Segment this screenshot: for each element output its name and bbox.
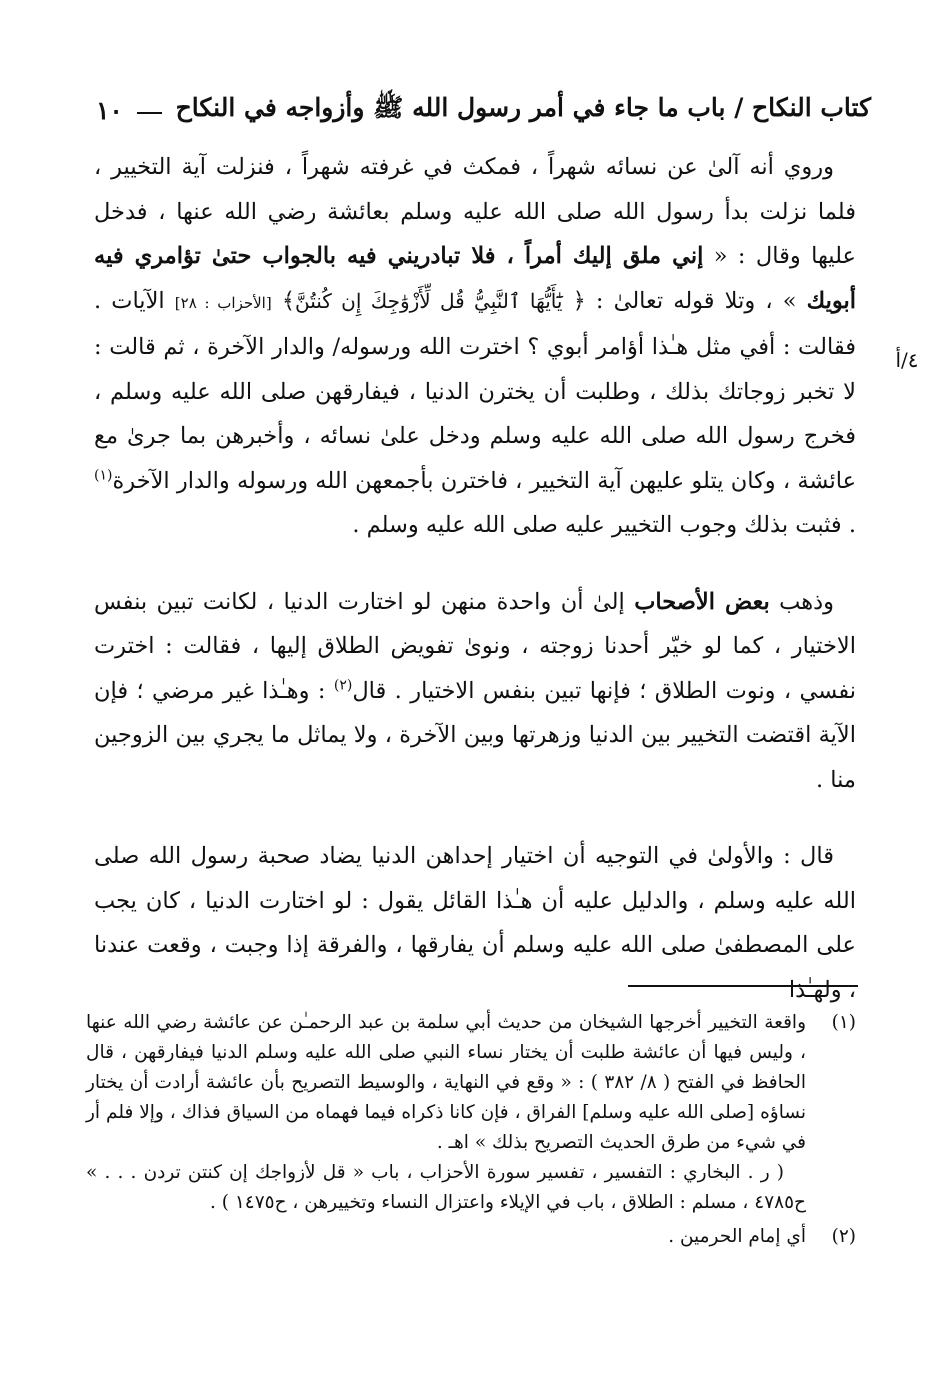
hadith-quote: إني ملق إليك أمراً ، فلا تبادريني فيه بالجواب حتىٰ تؤامري فيه أبويك [94, 243, 856, 314]
header-rule [137, 112, 162, 114]
footnote-number: (٢) [831, 1226, 856, 1247]
bold-phrase: بعض الأصحاب [634, 588, 770, 615]
footnote-separator [628, 985, 858, 987]
paragraph-2 [94, 580, 856, 803]
paragraph-1 [94, 145, 856, 548]
verse-citation: [الأحزاب : ٢٨] [174, 293, 272, 312]
footnote-2 [86, 1222, 856, 1252]
footnote-body [86, 1008, 806, 1218]
paragraph-1-text-a: وروي أنه آلىٰ عن نسائه شهراً ، فمكث في غرفته شهراً ، فنزلت آية التخيير ، فلما نزلت بدأ رسول الله صلى الله عليه وسلم بعائشة رضي الله عنها ، فدخل عليها وقال : « [94, 154, 856, 269]
paragraph-2-text-b: إلىٰ أن واحدة منهن لو اختارت الدنيا ، لكانت تبين بنفس الاختيار ، كما لو خيّر أحدنا زوجته ، ونوىٰ تفويض الطلاق إليها ، فقالت : اخترت نفسي ، ونوت الطلاق ؛ فإنها تبين بنفس الاختيار . قال [94, 588, 857, 704]
footnote-text: أي إمام الحرمين . [668, 1226, 806, 1247]
footnotes [86, 1008, 856, 1252]
paragraph-3-text: قال : والأولىٰ في التوجيه أن اختيار إحداهن الدنيا يضاد صحبة رسول الله صلى الله عليه وسلم ، والدليل عليه أن هـٰذا القائل يقول : لو اختارت الدنيا ، كان يجب على المصطفىٰ صلى الله عليه وسلم أن يفارقها ، والفرقة إذا وجبت ، وقعت عندنا ، ولهـٰذا [94, 843, 856, 1003]
quran-verse: يَٰٓأَيُّهَا ٱلنَّبِيُّ قُل لِّأَزْوَٰجِكَ إِن كُنتُنَّ [295, 288, 563, 313]
quran-bracket-close: ﴾ [281, 287, 296, 314]
footnote-ref-1: (١) [94, 467, 113, 483]
page-number: ١٠ [96, 95, 123, 125]
footnote-reference: ( ر . البخاري : التفسير ، تفسير سورة الأحزاب ، باب « قل لأزواجك إن كنتن تردن . . . » ح٤٧٨٥ ، مسلم : الطلاق ، باب في الإيلاء واعتزال النساء وتخييرهن ، ح١٤٧٥ ) . [86, 1162, 806, 1213]
main-text [94, 145, 856, 1012]
running-header [96, 86, 871, 134]
manuscript-folio-marker: ٤/أ [895, 348, 919, 372]
header-title: كتاب النكاح / باب ما جاء في أمر رسول الله ﷺ وأزواجه في النكاح [175, 92, 871, 122]
paragraph-1-text-d: . فثبت بذلك وجوب التخيير عليه صلى الله عليه وسلم . [352, 512, 856, 538]
paragraph-2-text-a: وذهب [779, 588, 834, 615]
paragraph-1-text-c: الآيات . فقالت : أفي مثل هـٰذا أؤامر أبوي ؟ اخترت الله ورسوله/ والدار الآخرة ، ثم قالت : لا تخبر زوجاتك بذلك ، وطلبت أن يخترن الدنيا ، فيفارقهن صلى الله عليه وسلم ، فخرج رسول الله صلى الله عليه وسلم ودخل علىٰ نسائه ، وأخبرهن بما جرىٰ مع عائشة ، وكان يتلو عليهن آية التخيير ، فاخترن بأجمعهن الله ورسوله والدار الآخرة [94, 287, 856, 494]
paragraph-2-text-c: : وهـٰذا غير مرضي ؛ فإن الآية اقتضت التخيير بين الدنيا وزهرتها وبين الآخرة ، ولا يماثل ما يجري بين الزوجين منا . [94, 677, 856, 793]
footnote-ref-2: (٢) [333, 677, 353, 693]
paragraph-1-text-b: » ، وتلا قوله تعالىٰ : ﴿ [572, 287, 797, 314]
footnote-body [86, 1222, 806, 1252]
footnote-number: (١) [831, 1012, 856, 1033]
footnote-text: واقعة التخيير أخرجها الشيخان من حديث أبي سلمة بن عبد الرحمـٰن عن عائشة رضي الله عنها ، وليس فيها أن عائشة طلبت أن يختار نساء النبي صلى الله عليه وسلم الدنيا فيفارقهن ، قال الحافظ في الفتح ( ٨/ ٣٨٢ ) : « وقع في النهاية ، والوسيط التصريح بأن عائشة أرادت أن يختار نساؤه [صلى الله عليه وسلم] الفراق ، فإن كانا ذكراه فيما فهماه من السياق فذاك ، وإلا فلم أر في شيء من طرق الحديث التصريح بذلك » اهـ . [86, 1012, 806, 1153]
footnote-1 [86, 1008, 856, 1218]
